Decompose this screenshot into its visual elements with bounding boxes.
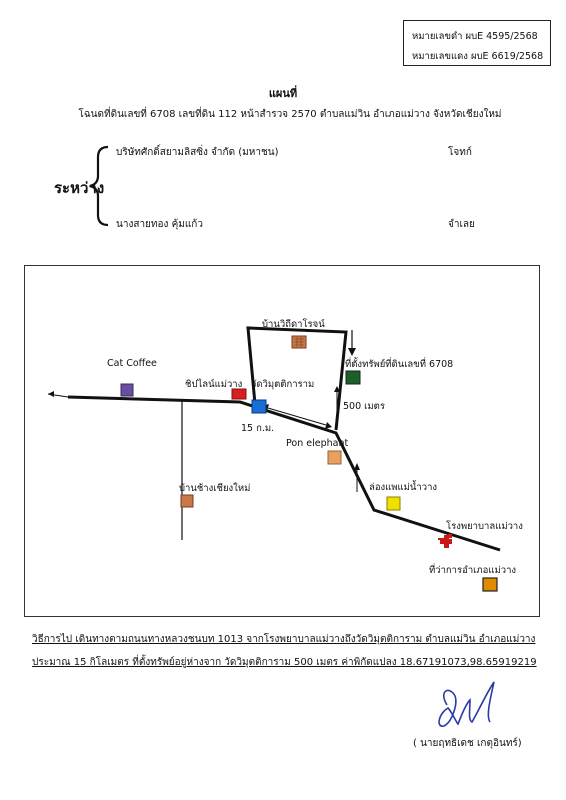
land-description: โฉนดที่ดินเลขที่ 6708 เลขที่ดิน 112 หน้าสำรวจ 2570 ตำบลแม่วิน อำเภอแม่วาง จังหวัดเชียงใหม่ [78, 109, 502, 120]
village-west-label: บ้านช้างเชียงใหม่ [179, 483, 251, 494]
plaintiff-role: โจทก์ [448, 147, 472, 158]
cat-coffee-label: Cat Coffee [107, 358, 157, 369]
property-label: ที่ตั้งทรัพย์ที่ดินเลขที่ 6708 [345, 359, 454, 370]
directions-line-1: วิธีการไป เดินทางตามถนนทางหลวงชนบท 1013 จากโรงพยาบาลแม่วางถึงวัดวิมุตติการาม ตำบลแม่วิน อำเภอแม่วาง [32, 634, 536, 645]
distance-500-label: 500 เมตร [343, 401, 385, 412]
directions-line-2: ประมาณ 15 กิโลเมตร ที่ตั้งทรัพย์อยู่ห่างจาก วัดวิมุตติการาม 500 เมตร ค่าพิกัดแปลง 18.67191073,98.65919219 [32, 657, 537, 668]
shop-label: ชิปไลน์แม่วาง [185, 379, 243, 390]
distance-15km-label: 15 ก.ม. [241, 423, 275, 434]
between-label: ระหว่าง [54, 179, 105, 197]
pon-elephant-label: Pon elephant [286, 438, 349, 449]
temple-label: วัดวิมุตติการาม [251, 379, 315, 390]
defendant-role: จำเลย [448, 219, 475, 230]
defendant-name: นางสายทอง คุ้มแก้ว [116, 219, 203, 230]
plaintiff-name: บริษัทศักดิ์สยามลิสซิ่ง จำกัด (มหาชน) [116, 147, 279, 158]
red-case-number: หมายเลขแดง ผบE 6619/2568 [412, 51, 544, 62]
district-office-label: ที่ว่าการอำเภอแม่วาง [429, 565, 517, 576]
black-case-number: หมายเลขดำ ผบE 4595/2568 [412, 31, 538, 42]
rafting-label: ล่องแพแม่น้ำวาง [369, 482, 438, 493]
hospital-label: โรงพยาบาลแม่วาง [446, 521, 523, 532]
signer-name: ( นายฤทธิเดช เกตุอินทร์) [413, 738, 522, 749]
village-north-label: บ้านวิถีดาโรจน์ [262, 319, 325, 330]
document-title: แผนที่ [268, 87, 298, 100]
